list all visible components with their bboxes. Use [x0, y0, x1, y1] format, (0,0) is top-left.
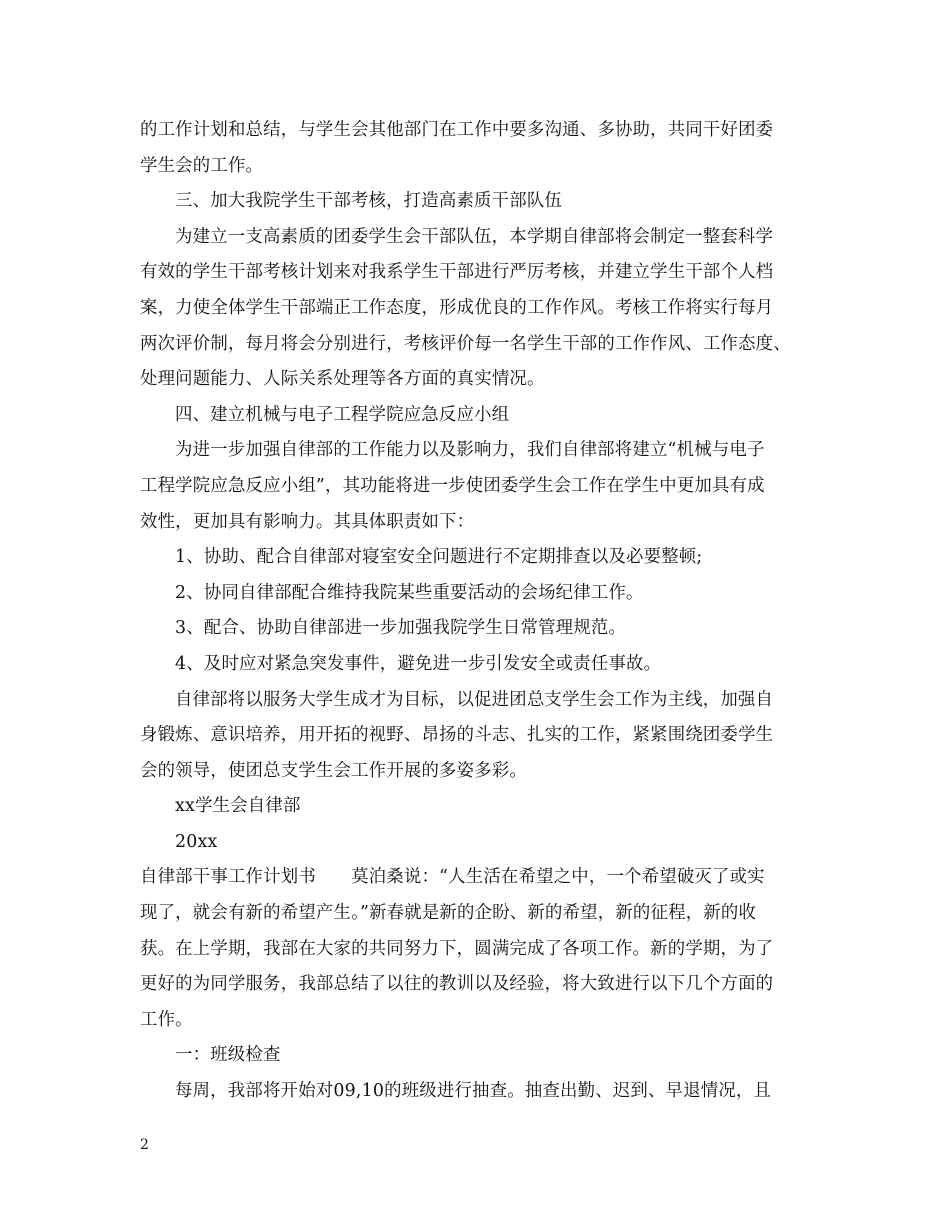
page-number: 2: [140, 1137, 149, 1153]
text-line: 现了，就会有新的希望产生。”新春就是新的企盼、新的希望，新的征程，新的收: [140, 903, 757, 924]
text-line: 的工作计划和总结，与学生会其他部门在工作中要多沟通、多协助，共同干好团委: [140, 120, 774, 140]
text-line: 更好的为同学服务，我部总结了以往的教训以及经验，将大致进行以下几个方面的: [140, 974, 774, 995]
text-line: 4、及时应对紧急突发事件，避免进一步引发安全或责任事故。: [175, 653, 662, 674]
document-body: [140, 113, 820, 1110]
text-line: 有效的学生干部考核计划来对我系学生干部进行严厉考核，并建立学生干部个人档: [140, 262, 774, 283]
text-line: 1、协助、配合自律部对寝室安全问题进行不定期排查以及必要整顿;: [175, 547, 703, 568]
text-line: 20xx: [175, 831, 218, 852]
text-line: 自律部将以服务大学生成才为目标，以促进团总支学生会工作为主线，加强自: [175, 689, 774, 710]
text-line: 工作。: [140, 1009, 193, 1030]
text-line: 3、配合、协助自律部进一步加强我院学生日常管理规范。: [175, 618, 627, 639]
text-line: xx学生会自律部: [175, 796, 301, 817]
text-line: 身锻炼、意识培养，用开拓的视野、昂扬的斗志、扎实的工作，紧紧围绕团委学生: [140, 725, 774, 746]
text-line: 四、建立机械与电子工程学院应急反应小组: [175, 404, 510, 425]
text-line: 自律部干事工作计划书 莫泊桑说：“人生活在希望之中，一个希望破灭了或实: [140, 867, 765, 888]
text-line: 工程学院应急反应小组”，其功能将进一步使团委学生会工作在学生中更加具有成: [140, 475, 765, 496]
text-line: 为建立一支高素质的团委学生会干部队伍，本学期自律部将会制定一整套科学: [175, 226, 774, 247]
text-line: 案，力使全体学生干部端正工作态度，形成优良的工作作风。考核工作将实行每月: [140, 297, 774, 318]
text-line: 2、协同自律部配合维持我院某些重要活动的会场纪律工作。: [175, 582, 644, 603]
text-line: 一：班级检查: [175, 1045, 281, 1066]
text-line: 三、加大我院学生干部考核，打造高素质干部队伍: [175, 191, 562, 212]
text-line: 两次评价制，每月将会分别进行，考核评价每一名学生干部的工作作风、工作态度、: [140, 333, 791, 354]
text-line: 处理问题能力、人际关系处理等各方面的真实情况。: [140, 369, 545, 390]
text-line: 会的领导，使团总支学生会工作开展的多姿多彩。: [140, 760, 527, 781]
text-line: 效性，更加具有影响力。其具体职责如下：: [140, 511, 475, 532]
text-line: 为进一步加强自律部的工作能力以及影响力，我们自律部将建立“机械与电子: [175, 440, 765, 461]
text-line: 获。在上学期，我部在大家的共同努力下，圆满完成了各项工作。新的学期，为了: [140, 938, 774, 959]
text-line: 学生会的工作。: [140, 155, 264, 176]
text-line: 每周，我部将开始对09,10的班级进行抽查。抽查出勤、迟到、早退情况，且: [175, 1081, 772, 1102]
